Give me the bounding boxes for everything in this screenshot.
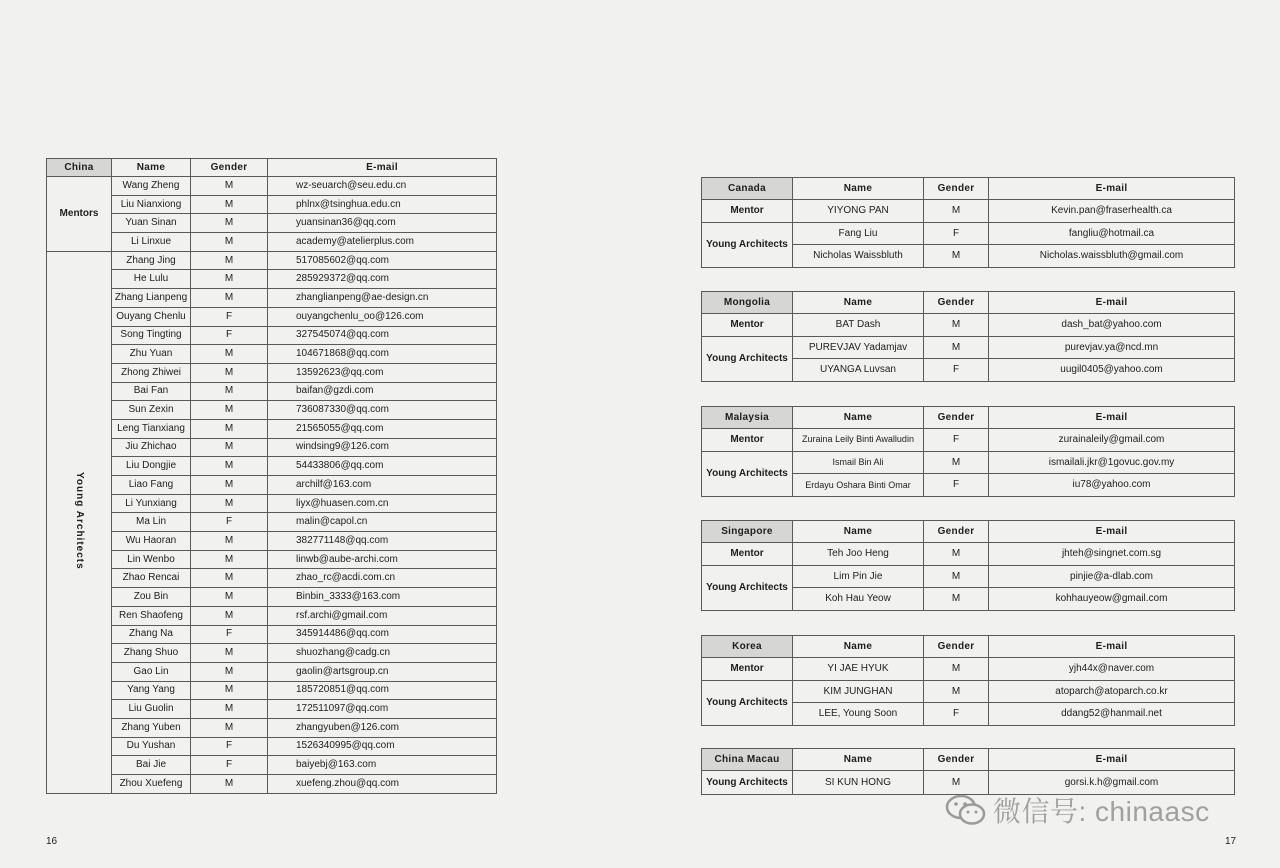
table-row	[702, 543, 1235, 566]
table-row	[702, 222, 1235, 245]
email-cell: archilf@163.com	[268, 476, 497, 495]
gender-cell: M	[191, 177, 268, 196]
table-row	[47, 326, 497, 345]
gender-cell: M	[191, 457, 268, 476]
email-cell: ddang52@hanmail.net	[989, 703, 1235, 726]
gender-cell: M	[191, 251, 268, 270]
table-row	[47, 775, 497, 794]
email-cell: shuozhang@cadg.cn	[268, 644, 497, 663]
table-row	[47, 588, 497, 607]
email-cell: malin@capol.cn	[268, 513, 497, 532]
role-label: Mentor	[702, 200, 793, 223]
name-cell: BAT Dash	[793, 314, 924, 337]
email-cell: ouyangchenlu_oo@126.com	[268, 307, 497, 326]
table-row	[47, 569, 497, 588]
name-cell: Leng Tianxiang	[112, 419, 191, 438]
gender-cell: F	[191, 326, 268, 345]
country-header: Malaysia	[702, 407, 793, 429]
email-cell: 104671868@qq.com	[268, 345, 497, 364]
role-label: Young Architects	[702, 451, 793, 496]
gender-cell: M	[191, 588, 268, 607]
email-cell: 54433806@qq.com	[268, 457, 497, 476]
gender-header: Gender	[191, 159, 268, 177]
gender-cell: M	[191, 700, 268, 719]
name-cell: SI KUN HONG	[793, 771, 924, 795]
table-row	[702, 565, 1235, 588]
role-label: Young Architects	[702, 565, 793, 610]
email-cell: baiyebj@163.com	[268, 756, 497, 775]
gender-cell: M	[924, 680, 989, 703]
email-cell: 21565055@qq.com	[268, 419, 497, 438]
table-header-row	[702, 636, 1235, 658]
name-cell: Sun Zexin	[112, 401, 191, 420]
wechat-icon	[945, 793, 987, 827]
table-row	[702, 336, 1235, 359]
email-cell: 13592623@qq.com	[268, 363, 497, 382]
email-cell: gorsi.k.h@gmail.com	[989, 771, 1235, 795]
email-cell: Binbin_3333@163.com	[268, 588, 497, 607]
gender-cell: F	[191, 756, 268, 775]
name-cell: YIYONG PAN	[793, 200, 924, 223]
gender-cell: M	[924, 200, 989, 223]
email-header: E-mail	[989, 178, 1235, 200]
name-cell: Ma Lin	[112, 513, 191, 532]
email-cell: zhao_rc@acdi.com.cn	[268, 569, 497, 588]
name-cell: He Lulu	[112, 270, 191, 289]
gender-cell: M	[191, 270, 268, 289]
wechat-watermark	[945, 790, 1210, 830]
email-header: E-mail	[268, 159, 497, 177]
role-label: Mentor	[702, 543, 793, 566]
gender-cell: M	[191, 419, 268, 438]
name-cell: Zhu Yuan	[112, 345, 191, 364]
gender-cell: F	[924, 703, 989, 726]
email-cell: pinjie@a-dlab.com	[989, 565, 1235, 588]
table-row	[47, 177, 497, 196]
gender-cell: M	[191, 532, 268, 551]
table-row	[47, 363, 497, 382]
gender-header: Gender	[924, 521, 989, 543]
email-cell: kohhauyeow@gmail.com	[989, 588, 1235, 611]
table-header-row	[702, 178, 1235, 200]
country-header: Singapore	[702, 521, 793, 543]
name-cell: Bai Jie	[112, 756, 191, 775]
table-header-row	[702, 521, 1235, 543]
name-header: Name	[793, 749, 924, 771]
role-label: Young Architects	[702, 771, 793, 795]
name-header: Name	[793, 178, 924, 200]
table-row	[47, 233, 497, 252]
gender-cell: M	[924, 588, 989, 611]
email-cell: 327545074@qq.com	[268, 326, 497, 345]
gender-cell: F	[191, 307, 268, 326]
gender-cell: M	[191, 718, 268, 737]
email-cell: 1526340995@qq.com	[268, 737, 497, 756]
table-row	[47, 438, 497, 457]
name-header: Name	[793, 407, 924, 429]
country-header: China Macau	[702, 749, 793, 771]
table-row	[702, 658, 1235, 681]
gender-cell: M	[191, 644, 268, 663]
role-label: Young Architects	[702, 222, 793, 267]
name-cell: Du Yushan	[112, 737, 191, 756]
table-row	[702, 200, 1235, 223]
country-header: China	[47, 159, 112, 177]
name-cell: Wang Zheng	[112, 177, 191, 196]
name-cell: Liao Fang	[112, 476, 191, 495]
email-cell: gaolin@artsgroup.cn	[268, 662, 497, 681]
table-row	[47, 307, 497, 326]
name-cell: Lim Pin Jie	[793, 565, 924, 588]
gender-cell: M	[924, 565, 989, 588]
email-cell: fangliu@hotmail.ca	[989, 222, 1235, 245]
watermark-text: 微信号: chinaasc	[993, 796, 1210, 827]
gender-cell: M	[924, 336, 989, 359]
name-cell: Gao Lin	[112, 662, 191, 681]
email-cell: purevjav.ya@ncd.mn	[989, 336, 1235, 359]
table-row	[47, 251, 497, 270]
email-cell: atoparch@atoparch.co.kr	[989, 680, 1235, 703]
email-cell: 736087330@qq.com	[268, 401, 497, 420]
name-cell: Liu Guolin	[112, 700, 191, 719]
gender-cell: M	[191, 438, 268, 457]
gender-cell: M	[191, 195, 268, 214]
name-header: Name	[793, 636, 924, 658]
gender-cell: F	[191, 737, 268, 756]
email-cell: iu78@yahoo.com	[989, 474, 1235, 497]
table-row	[47, 532, 497, 551]
email-cell: yuansinan36@qq.com	[268, 214, 497, 233]
table-row	[47, 681, 497, 700]
gender-cell: M	[924, 771, 989, 795]
table-row	[47, 270, 497, 289]
name-cell: Zuraina Leily Binti Awalludin	[793, 429, 924, 452]
name-cell: Yang Yang	[112, 681, 191, 700]
table-row	[47, 476, 497, 495]
country-table-mongolia	[701, 291, 1235, 382]
email-header: E-mail	[989, 636, 1235, 658]
table-row	[47, 644, 497, 663]
country-header: Canada	[702, 178, 793, 200]
gender-header: Gender	[924, 749, 989, 771]
table-row	[702, 680, 1235, 703]
gender-cell: M	[924, 451, 989, 474]
table-row	[47, 289, 497, 308]
name-cell: Zhang Jing	[112, 251, 191, 270]
table-row	[47, 494, 497, 513]
gender-cell: M	[191, 401, 268, 420]
gender-cell: F	[924, 222, 989, 245]
country-table-canada	[701, 177, 1235, 268]
email-header: E-mail	[989, 407, 1235, 429]
role-label: Mentor	[702, 658, 793, 681]
table-header-row	[702, 292, 1235, 314]
gender-cell: M	[191, 345, 268, 364]
name-cell: Zhong Zhiwei	[112, 363, 191, 382]
table-row	[702, 429, 1235, 452]
gender-cell: M	[191, 681, 268, 700]
gender-cell: M	[191, 550, 268, 569]
email-cell: Nicholas.waissbluth@gmail.com	[989, 245, 1235, 268]
table-row	[47, 662, 497, 681]
email-header: E-mail	[989, 749, 1235, 771]
gender-cell: F	[924, 429, 989, 452]
gender-header: Gender	[924, 636, 989, 658]
email-cell: 185720851@qq.com	[268, 681, 497, 700]
name-cell: Liu Nianxiong	[112, 195, 191, 214]
gender-cell: M	[924, 245, 989, 268]
table-row	[47, 214, 497, 233]
gender-cell: F	[191, 625, 268, 644]
name-cell: Zhang Na	[112, 625, 191, 644]
email-cell: linwb@aube-archi.com	[268, 550, 497, 569]
email-cell: academy@atelierplus.com	[268, 233, 497, 252]
table-header-row	[702, 749, 1235, 771]
china-participants-table	[46, 158, 497, 794]
name-cell: Ouyang Chenlu	[112, 307, 191, 326]
page-number-left: 16	[46, 836, 58, 847]
gender-cell: F	[924, 474, 989, 497]
email-cell: 285929372@qq.com	[268, 270, 497, 289]
table-row	[47, 625, 497, 644]
table-row	[47, 513, 497, 532]
name-cell: Bai Fan	[112, 382, 191, 401]
email-cell: xuefeng.zhou@qq.com	[268, 775, 497, 794]
gender-cell: M	[191, 569, 268, 588]
email-header: E-mail	[989, 292, 1235, 314]
name-cell: Zhang Yuben	[112, 718, 191, 737]
table-row	[47, 345, 497, 364]
name-cell: Wu Haoran	[112, 532, 191, 551]
gender-cell: M	[924, 543, 989, 566]
gender-header: Gender	[924, 407, 989, 429]
page-number-right: 17	[1225, 836, 1237, 847]
gender-cell: M	[191, 476, 268, 495]
email-cell: jhteh@singnet.com.sg	[989, 543, 1235, 566]
table-header-row	[702, 407, 1235, 429]
name-cell: Koh Hau Yeow	[793, 588, 924, 611]
email-cell: zhangyuben@126.com	[268, 718, 497, 737]
email-cell: phlnx@tsinghua.edu.cn	[268, 195, 497, 214]
role-label: Mentor	[702, 314, 793, 337]
email-cell: dash_bat@yahoo.com	[989, 314, 1235, 337]
gender-cell: F	[191, 513, 268, 532]
gender-cell: M	[924, 658, 989, 681]
table-row	[47, 756, 497, 775]
email-cell: 345914486@qq.com	[268, 625, 497, 644]
name-cell: KIM JUNGHAN	[793, 680, 924, 703]
email-cell: ismailali.jkr@1govuc.gov.my	[989, 451, 1235, 474]
table-row	[47, 700, 497, 719]
role-label: Mentor	[702, 429, 793, 452]
table-row	[47, 737, 497, 756]
email-cell: 172511097@qq.com	[268, 700, 497, 719]
email-cell: zurainaleily@gmail.com	[989, 429, 1235, 452]
name-cell: Nicholas Waissbluth	[793, 245, 924, 268]
role-label: Mentors	[47, 177, 112, 252]
email-cell: Kevin.pan@fraserhealth.ca	[989, 200, 1235, 223]
gender-header: Gender	[924, 292, 989, 314]
table-row	[47, 382, 497, 401]
name-cell: UYANGA Luvsan	[793, 359, 924, 382]
gender-cell: F	[924, 359, 989, 382]
table-row	[47, 401, 497, 420]
name-header: Name	[112, 159, 191, 177]
name-cell: PUREVJAV Yadamjav	[793, 336, 924, 359]
name-cell: Erdayu Oshara Binti Omar	[793, 474, 924, 497]
name-header: Name	[793, 521, 924, 543]
name-cell: Zhao Rencai	[112, 569, 191, 588]
gender-cell: M	[191, 775, 268, 794]
gender-cell: M	[191, 289, 268, 308]
table-row	[47, 419, 497, 438]
gender-cell: M	[191, 606, 268, 625]
country-header: Mongolia	[702, 292, 793, 314]
table-row	[47, 550, 497, 569]
email-cell: rsf.archi@gmail.com	[268, 606, 497, 625]
name-cell: Li Linxue	[112, 233, 191, 252]
role-label: Young Architects	[702, 680, 793, 725]
country-table-singapore	[701, 520, 1235, 611]
table-row	[47, 195, 497, 214]
gender-header: Gender	[924, 178, 989, 200]
name-cell: Ren Shaofeng	[112, 606, 191, 625]
gender-cell: M	[191, 662, 268, 681]
email-header: E-mail	[989, 521, 1235, 543]
email-cell: uugil0405@yahoo.com	[989, 359, 1235, 382]
email-cell: yjh44x@naver.com	[989, 658, 1235, 681]
email-cell: liyx@huasen.com.cn	[268, 494, 497, 513]
table-row	[47, 457, 497, 476]
gender-cell: M	[191, 494, 268, 513]
name-cell: Song Tingting	[112, 326, 191, 345]
name-cell: Lin Wenbo	[112, 550, 191, 569]
young-architects-label: Young Architects	[74, 471, 85, 570]
role-label: Young Architects	[702, 336, 793, 381]
name-cell: LEE, Young Soon	[793, 703, 924, 726]
name-header: Name	[793, 292, 924, 314]
email-cell: windsing9@126.com	[268, 438, 497, 457]
email-cell: 382771148@qq.com	[268, 532, 497, 551]
email-cell: baifan@gzdi.com	[268, 382, 497, 401]
name-cell: Li Yunxiang	[112, 494, 191, 513]
name-cell: YI JAE HYUK	[793, 658, 924, 681]
gender-cell: M	[191, 233, 268, 252]
gender-cell: M	[191, 214, 268, 233]
name-cell: Yuan Sinan	[112, 214, 191, 233]
china-macau-table	[701, 748, 1235, 795]
name-cell: Liu Dongjie	[112, 457, 191, 476]
table-row	[47, 606, 497, 625]
name-cell: Zhang Lianpeng	[112, 289, 191, 308]
name-cell: Zhang Shuo	[112, 644, 191, 663]
name-cell: Zhou Xuefeng	[112, 775, 191, 794]
name-cell: Jiu Zhichao	[112, 438, 191, 457]
email-cell: wz-seuarch@seu.edu.cn	[268, 177, 497, 196]
country-table-malaysia	[701, 406, 1235, 497]
role-label-vertical	[47, 251, 112, 793]
name-cell: Teh Joo Heng	[793, 543, 924, 566]
gender-cell: M	[191, 382, 268, 401]
country-header: Korea	[702, 636, 793, 658]
country-table-korea	[701, 635, 1235, 726]
name-cell: Zou Bin	[112, 588, 191, 607]
gender-cell: M	[191, 363, 268, 382]
name-cell: Fang Liu	[793, 222, 924, 245]
table-header-row	[47, 159, 497, 177]
name-cell: Ismail Bin Ali	[793, 451, 924, 474]
table-row	[702, 451, 1235, 474]
email-cell: zhanglianpeng@ae-design.cn	[268, 289, 497, 308]
email-cell: 517085602@qq.com	[268, 251, 497, 270]
gender-cell: M	[924, 314, 989, 337]
table-row	[702, 314, 1235, 337]
table-row	[47, 718, 497, 737]
